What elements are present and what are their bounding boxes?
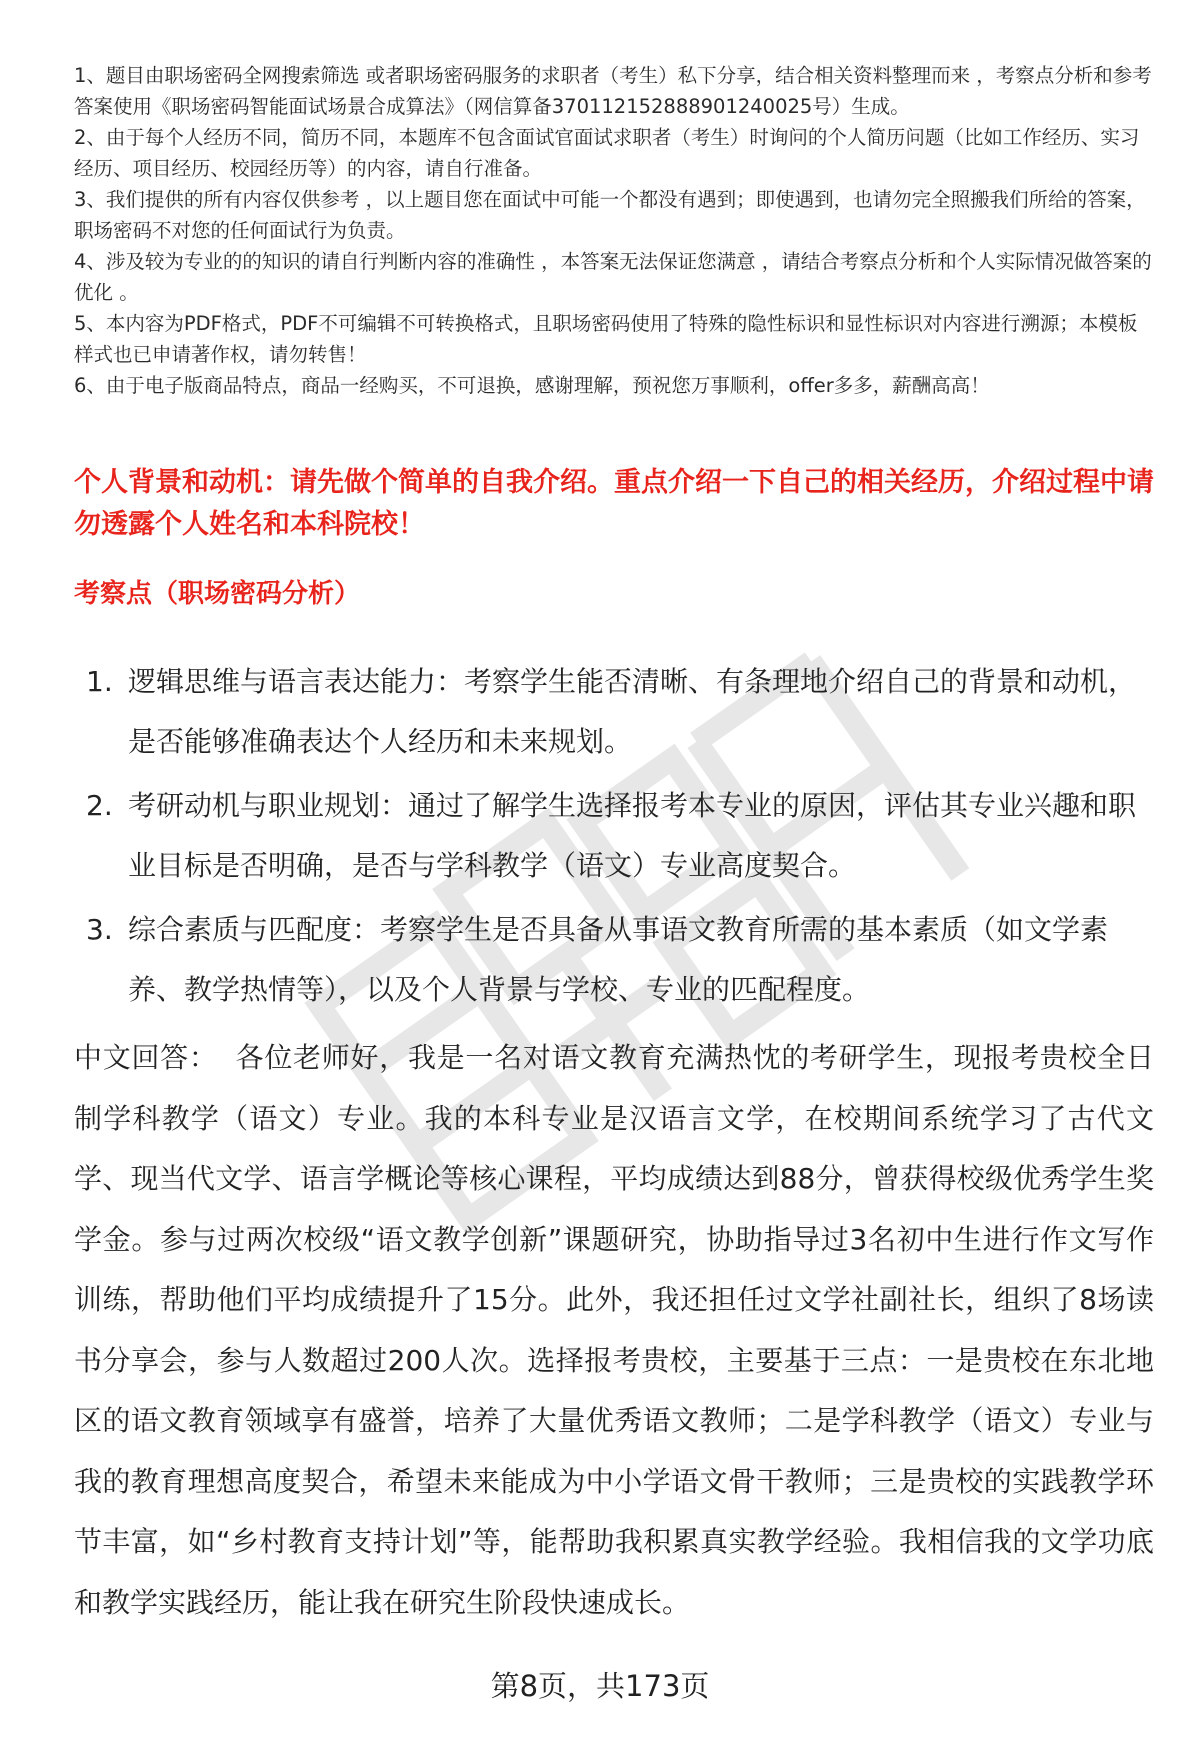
note-5: 5、本内容为PDF格式，PDF不可编辑不可转换格式，且职场密码使用了特殊的隐性标识和显性标识对内容进行溯源；本模板样式也已申请著作权，请勿转售！	[74, 312, 1138, 366]
note-3: 3、我们提供的所有内容仅供参考 ，以上题目您在面试中可能一个都没有遇到；即使遇到，也请勿完全照搬我们所给的答案，职场密码不对您的任何面试行为负责。	[74, 188, 1146, 242]
disclaimer-notes	[74, 60, 1154, 401]
note-2: 2、由于每个人经历不同，简历不同，本题库不包含面试官面试求职者（考生）时询问的个人简历问题（比如工作经历、实习经历、项目经历、校园经历等）的内容，请自行准备。	[74, 126, 1140, 180]
point-number: 1.	[86, 665, 113, 698]
analysis-point	[74, 900, 1154, 1020]
interview-question: 个人背景和动机：请先做个简单的自我介绍。重点介绍一下自己的相关经历，介绍过程中请勿透露个人姓名和本科院校！	[74, 467, 1154, 540]
point-text: 逻辑思维与语言表达能力：考察学生能否清晰、有条理地介绍自己的背景和动机，是否能够准确表达个人经历和未来规划。	[128, 665, 1137, 758]
point-text: 考研动机与职业规划：通过了解学生选择报考本专业的原因，评估其专业兴趣和职业目标是否明确，是否与学科教学（语文）专业高度契合。	[128, 789, 1137, 882]
point-text: 综合素质与匹配度：考察学生是否具备从事语文教育所需的基本素质（如文学素养、教学热情等），以及个人背景与学校、专业的匹配程度。	[128, 913, 1109, 1006]
point-number: 2.	[86, 789, 113, 822]
answer-label: 中文回答：	[74, 1041, 218, 1074]
note-4: 4、涉及较为专业的的知识的请自行判断内容的准确性 ，本答案无法保证您满意 ，请结合考察点分析和个人实际情况做答案的优化 。	[74, 250, 1152, 304]
answer-block	[74, 1028, 1154, 1633]
note-1: 1、题目由职场密码全网搜索筛选 或者职场密码服务的求职者（考生）私下分享，结合相关资料整理而来 ，考察点分析和参考答案使用《职场密码智能面试场景合成算法》（网信算备370112152888901240025号）生成。	[74, 64, 1152, 118]
analysis-point	[74, 776, 1154, 896]
note-6: 6、由于电子版商品特点，商品一经购买，不可退换，感谢理解，预祝您万事顺利，offer多多，薪酬高高！	[74, 374, 990, 397]
answer-text: 各位老师好，我是一名对语文教育充满热忱的考研学生，现报考贵校全日制学科教学（语文）专业。我的本科专业是汉语言文学，在校期间系统学习了古代文学、现当代文学、语言学概论等核心课程，平均成绩达到88分，曾获得校级优秀学生奖学金。参与过两次校级“语文教学创新”课题研究，协助指导过3名初中生进行作文写作训练，帮助他们平均成绩提升了15分。此外，我还担任过文学社副社长，组织了8场读书分享会，参与人数超过200人次。选择报考贵校，主要基于三点：一是贵校在东北地区的语文教育领域享有盛誉，培养了大量优秀语文教师；二是学科教学（语文）专业与我的教育理想高度契合，希望未来能成为中小学语文骨干教师；三是贵校的实践教学环节丰富，如“乡村教育支持计划”等，能帮助我积累真实教学经验。我相信我的文学功底和教学实践经历，能让我在研究生阶段快速成长。	[74, 1041, 1154, 1619]
page-number: 第8页，共173页	[490, 1669, 710, 1703]
analysis-points	[74, 652, 1154, 1024]
analysis-point	[74, 652, 1154, 772]
analysis-heading: 考察点（职场密码分析）	[74, 579, 361, 609]
point-number: 3.	[86, 913, 113, 946]
